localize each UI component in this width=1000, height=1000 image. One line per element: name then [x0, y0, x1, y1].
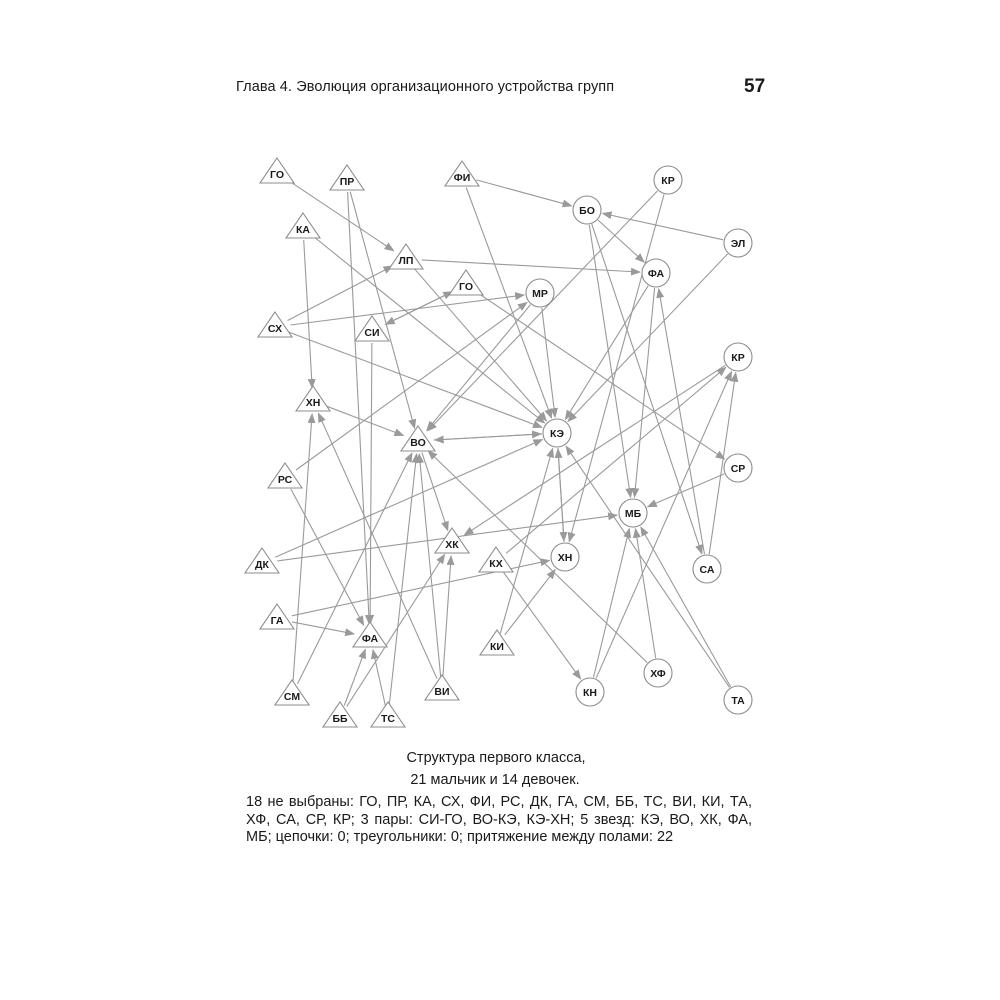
node-dk — [245, 548, 279, 573]
node-label: МР — [532, 288, 548, 300]
node-label: ФА — [647, 268, 665, 280]
node-sm — [275, 680, 309, 705]
node-label: РС — [277, 474, 293, 486]
node-label: ББ — [332, 713, 348, 725]
edge-xf-to-vo — [428, 451, 647, 663]
edge-xn1-to-vo — [327, 406, 404, 435]
edge-kn-to-mb — [594, 529, 630, 678]
figure-caption-subtitle: 21 мальчик и 14 девочек. — [410, 772, 580, 788]
edge-kx-to-kn — [504, 572, 581, 679]
edge-sx-to-lp — [288, 266, 393, 321]
edge-bb-to-fa2 — [344, 649, 365, 705]
node-go1 — [260, 158, 294, 183]
node-vi — [425, 675, 459, 700]
node-xn2 — [551, 543, 579, 571]
edge-xn2-to-ke — [558, 449, 564, 542]
node-xn1 — [296, 386, 330, 411]
edge-ki-to-ke — [500, 448, 552, 633]
node-ta — [724, 686, 752, 714]
node-sx — [258, 312, 292, 337]
node-rs — [268, 463, 302, 488]
node-label: СМ — [283, 691, 301, 703]
node-kn — [576, 678, 604, 706]
node-label: БО — [579, 205, 595, 217]
node-ga — [260, 604, 294, 629]
node-xk — [435, 528, 469, 553]
edge-dk-to-ke — [275, 440, 542, 558]
node-ts — [371, 702, 405, 727]
node-label: КН — [583, 687, 597, 699]
node-label: ПР — [339, 176, 355, 188]
node-fa2 — [353, 622, 387, 647]
node-go2 — [449, 270, 483, 295]
node-label: СР — [730, 463, 746, 475]
edge-mr-to-ke — [542, 308, 555, 417]
edge-lp-to-fa1 — [422, 260, 640, 272]
page-number: 57 — [744, 76, 766, 97]
node-label: КР — [731, 352, 745, 364]
running-head-title: Глава 4. Эволюция организационного устройства групп — [236, 79, 615, 95]
node-vo — [401, 426, 435, 451]
node-kr1 — [654, 166, 682, 194]
edge-fi-to-bo — [476, 180, 571, 206]
node-label: КИ — [490, 641, 504, 653]
edge-sx-to-ke — [289, 332, 542, 427]
node-ke — [543, 419, 571, 447]
node-label: ГО — [459, 281, 473, 293]
node-bb — [323, 702, 357, 727]
edge-vi-to-xk — [443, 556, 451, 678]
node-label: СИ — [364, 327, 380, 339]
node-label: ХФ — [650, 668, 666, 680]
edge-go2-to-sr — [477, 293, 724, 459]
node-sa — [693, 555, 721, 583]
edge-ka-to-xn1 — [304, 240, 313, 388]
edge-mr-to-vo — [427, 305, 531, 431]
edge-kr1-to-xn2 — [569, 195, 664, 542]
edge-si-to-fa2 — [370, 343, 372, 624]
node-label: ТА — [731, 695, 745, 707]
edge-ke-to-vo — [435, 434, 542, 440]
figure-caption-title: Структура первого класса, — [406, 750, 586, 766]
node-label: ФИ — [453, 172, 471, 184]
node-label: ХК — [445, 539, 459, 551]
node-label: ЛП — [398, 255, 414, 267]
edge-bo-to-mb — [589, 225, 630, 497]
node-kx — [479, 547, 513, 572]
edge-bb-to-xk — [347, 555, 445, 707]
edge-sr-to-mb — [648, 474, 725, 507]
edge-bo-to-fa1 — [598, 220, 644, 262]
edge-sx-to-mr — [290, 295, 524, 325]
node-label: ВО — [410, 437, 426, 449]
node-label: ВИ — [434, 686, 450, 698]
node-sr — [724, 454, 752, 482]
node-label: ФА — [361, 633, 379, 645]
nodes-layer — [245, 158, 752, 727]
node-bo — [573, 196, 601, 224]
node-fa1 — [642, 259, 670, 287]
edge-el-to-bo — [603, 213, 724, 239]
node-label: КР — [661, 175, 675, 187]
node-label: ХН — [557, 552, 573, 564]
node-lp — [389, 244, 423, 269]
node-xf — [644, 659, 672, 687]
node-kr2 — [724, 343, 752, 371]
node-label: КЭ — [549, 428, 565, 440]
node-ka — [286, 213, 320, 238]
node-si — [355, 316, 389, 341]
node-label: ГА — [270, 615, 284, 627]
edge-sa-to-fa1 — [659, 289, 705, 554]
node-label: ЭЛ — [730, 238, 746, 250]
node-label: МБ — [624, 508, 642, 520]
node-ki — [480, 630, 514, 655]
node-label: СХ — [267, 323, 283, 335]
edges-layer — [275, 180, 736, 707]
edge-pr-to-fa2 — [348, 192, 370, 624]
node-label: ГО — [270, 169, 284, 181]
figure-legend: 18 не выбраны: ГО, ПР, КА, СХ, ФИ, РС, ДК, ГА, СМ, ББ, ТС, ВИ, КИ, ТА, ХФ, СА, СР, КР; 3 пары: СИ-ГО, ВО-КЭ, КЭ-ХН; 5 звезд: КЭ, ВО, ХК, ФА, МБ; цепочки: 0; треугольники: 0; притяжение между полами: 22 — [246, 794, 752, 845]
node-label: СА — [699, 564, 715, 576]
node-mb — [619, 499, 647, 527]
node-label: ДК — [255, 559, 269, 571]
node-pr — [330, 165, 364, 190]
node-mr — [526, 279, 554, 307]
node-label: КХ — [489, 558, 503, 570]
edge-ts-to-fa2 — [373, 650, 385, 705]
edge-go2-to-si — [386, 291, 454, 324]
node-label: ХН — [305, 397, 321, 409]
node-el — [724, 229, 752, 257]
edge-fa1-to-mb — [635, 288, 655, 497]
node-label: КА — [296, 224, 310, 236]
node-fi — [445, 161, 479, 186]
node-label: ТС — [381, 713, 395, 725]
edge-ki-to-xn2 — [505, 570, 555, 635]
